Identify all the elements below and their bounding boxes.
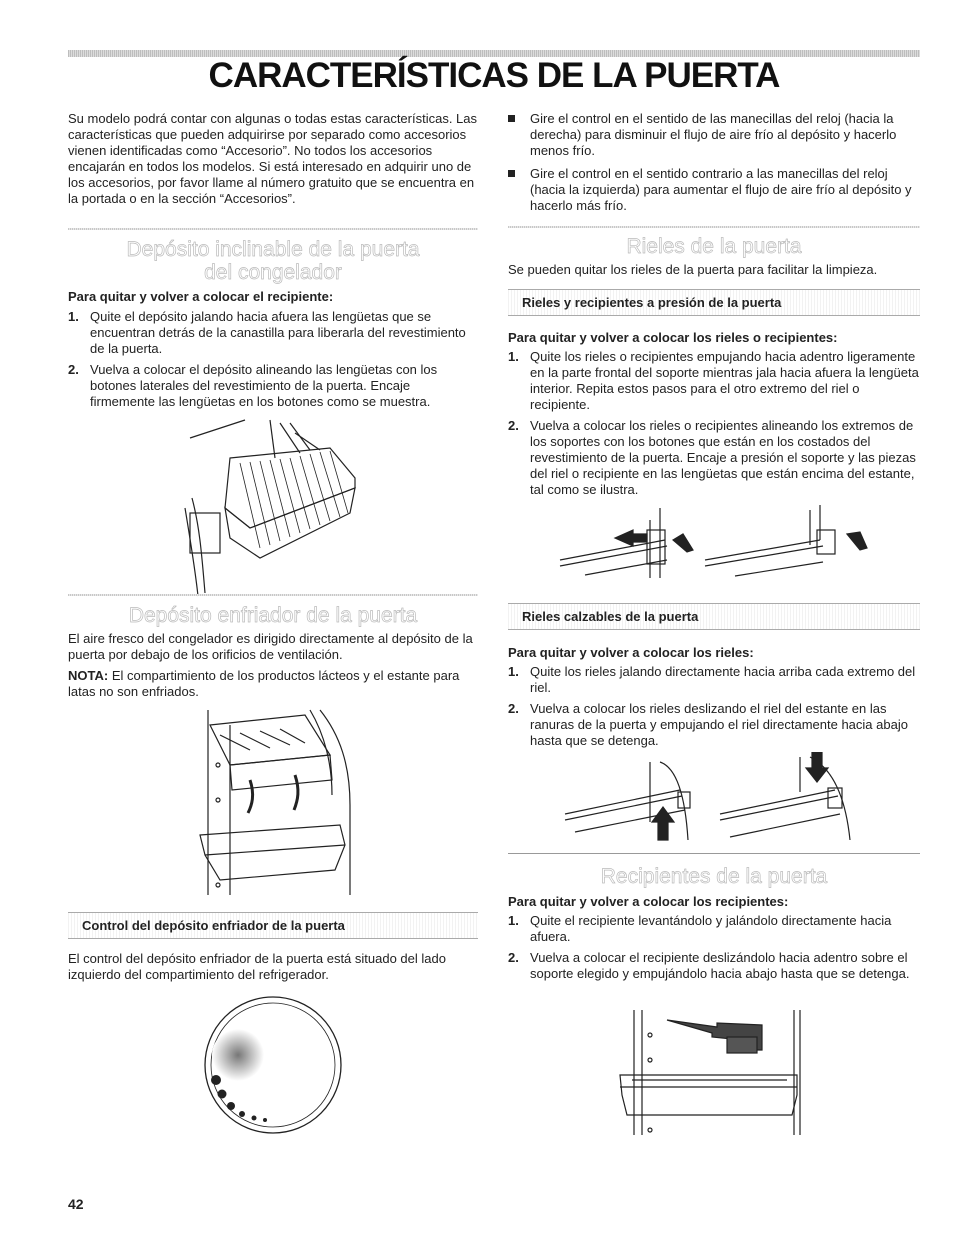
bullet-square-icon [508,115,515,122]
page-title: CARACTERÍSTICAS DE LA PUERTA [208,56,780,95]
chiller-text: El aire fresco del congelador es dirigido directamente al depósito de la puerta por debajo de los orificios de ventilación. [68,631,473,662]
list-item [508,701,920,749]
slide-rails-section [508,645,920,754]
bins-heading: Recipientes de la puerta [600,865,828,888]
tilt-bin-heading-line1: Depósito inclinable de la puerta [126,238,420,261]
section-divider [68,228,478,230]
snap-rails-heading: Rieles y recipientes a presión de la puerta [508,289,920,316]
snap-rails-section [508,330,920,503]
chiller-section [68,631,478,700]
step-number: 2. [508,701,519,716]
section-divider [508,853,920,854]
chiller-heading: Depósito enfriador de la puerta [128,604,418,627]
step-number: 2. [508,950,519,965]
chiller-note [68,668,478,700]
chiller-control-section [68,951,478,983]
note-text: El compartimiento de los productos lácteos y el estante para latas no son enfriados. [68,668,460,699]
step-number: 2. [508,418,519,433]
bullet-text: Gire el control en el sentido contrario a las manecillas del reloj (hacia la izquierda) para aumentar el flujo de aire frío al depósito y hacerlo más frío. [530,166,912,213]
step-number: 2. [68,362,79,377]
door-bin-illustration [612,1005,807,1140]
tilt-bin-illustration [180,418,370,598]
note-label: NOTA: [68,668,109,683]
section-divider [508,226,920,228]
chiller-illustration [190,705,360,900]
list-item [508,111,920,159]
right-column [508,111,920,221]
step-text: Quite los rieles o recipientes empujando hacia adentro ligeramente en la parte frontal del soporte mientras jala hacia afuera la lengüeta interior. Repita estos pasos para el otro extremo del riel o recipiente. [530,349,919,412]
bullet-text: Gire el control en el sentido de las manecillas del reloj (hacia la derecha) para disminuir el flujo de aire frío al depósito y hacerlo menos frío. [530,111,897,158]
step-text: Quite los rieles jalando directamente hacia arriba cada extremo del riel. [530,664,916,695]
slide-rails-subheading: Para quitar y volver a colocar los rieles: [508,645,754,660]
chiller-control-heading: Control del depósito enfriador de la puerta [68,912,478,939]
step-text: Vuelva a colocar el depósito alineando las lengüetas con los botones laterales del revestimiento de la puerta. Encaje firmemente las lengüetas en los botones como se muestra. [90,362,438,409]
tilt-bin-section [68,289,478,415]
control-bullets [508,111,920,214]
bins-subheading: Para quitar y volver a colocar los recipientes: [508,894,789,909]
step-text: Quite el recipiente levantándolo y jalándolo directamente hacia afuera. [530,913,892,944]
section-divider [68,594,478,596]
slide-rails-illustration [560,752,865,844]
list-item [508,166,920,214]
bullet-square-icon [508,170,515,177]
step-text: Vuelva a colocar los rieles o recipientes alineando los extremos de los soportes con los botones que están en los costados del revestimiento de la puerta. Encaje a presión el soporte y las piezas del riel o recipiente en las lengüetas que están encima del estante, tal como se ilustra. [530,418,916,497]
step-number: 1. [508,913,519,928]
step-text: Quite el depósito jalando hacia afuera las lengüetas que se encuentran detrás de la canastilla para liberarla del revestimiento de la puerta. [90,309,466,356]
list-item [68,362,478,410]
rails-heading: Rieles de la puerta [626,235,802,258]
intro-paragraph: Su modelo podrá contar con algunas o todas estas características. Las características que pueden adquirirse por separado como accesorios vienen identificadas como “Accesorio”. No todos los accesorios encajarán en todos los modelos. Si está interesado en adquirir uno de los accesorios, por favor llame al número gratuito que se encuentra en la portada o en la sección “Accesorios”. [68,111,478,206]
list-item [508,349,920,413]
tilt-bin-steps [68,309,478,410]
list-item [508,418,920,498]
snap-rails-subheading: Para quitar y volver a colocar los rieles o recipientes: [508,330,838,345]
step-text: Vuelva a colocar los rieles deslizando el riel del estante en las ranuras de la puerta y empujando el riel directamente hacia abajo hasta que se detenga. [530,701,908,748]
bins-section [508,894,920,987]
step-number: 1. [508,349,519,364]
control-dial-illustration [198,990,348,1140]
step-text: Vuelva a colocar el recipiente deslizándolo hacia adentro sobre el soporte elegido y empujándolo hacia abajo hasta que se detenga. [530,950,910,981]
left-column [68,111,478,207]
list-item [68,309,478,357]
step-number: 1. [68,309,79,324]
list-item [508,664,920,696]
rails-section [508,262,920,278]
tilt-bin-subheading: Para quitar y volver a colocar el recipiente: [68,289,334,304]
list-item [508,913,920,945]
slide-rails-steps [508,664,920,749]
page-number: 42 [68,1196,84,1212]
tilt-bin-heading-line2: del congelador [204,261,342,284]
snap-rails-illustration [555,500,885,585]
tilt-bin-heading [68,238,478,284]
rails-text: Se pueden quitar los rieles de la puerta para facilitar la limpieza. [508,262,878,277]
chiller-control-text: El control del depósito enfriador de la puerta está situado del lado izquierdo del compartimiento del refrigerador. [68,951,446,982]
list-item [508,950,920,982]
bins-steps [508,913,920,982]
slide-rails-heading: Rieles calzables de la puerta [508,603,920,630]
snap-rails-steps [508,349,920,498]
step-number: 1. [508,664,519,679]
